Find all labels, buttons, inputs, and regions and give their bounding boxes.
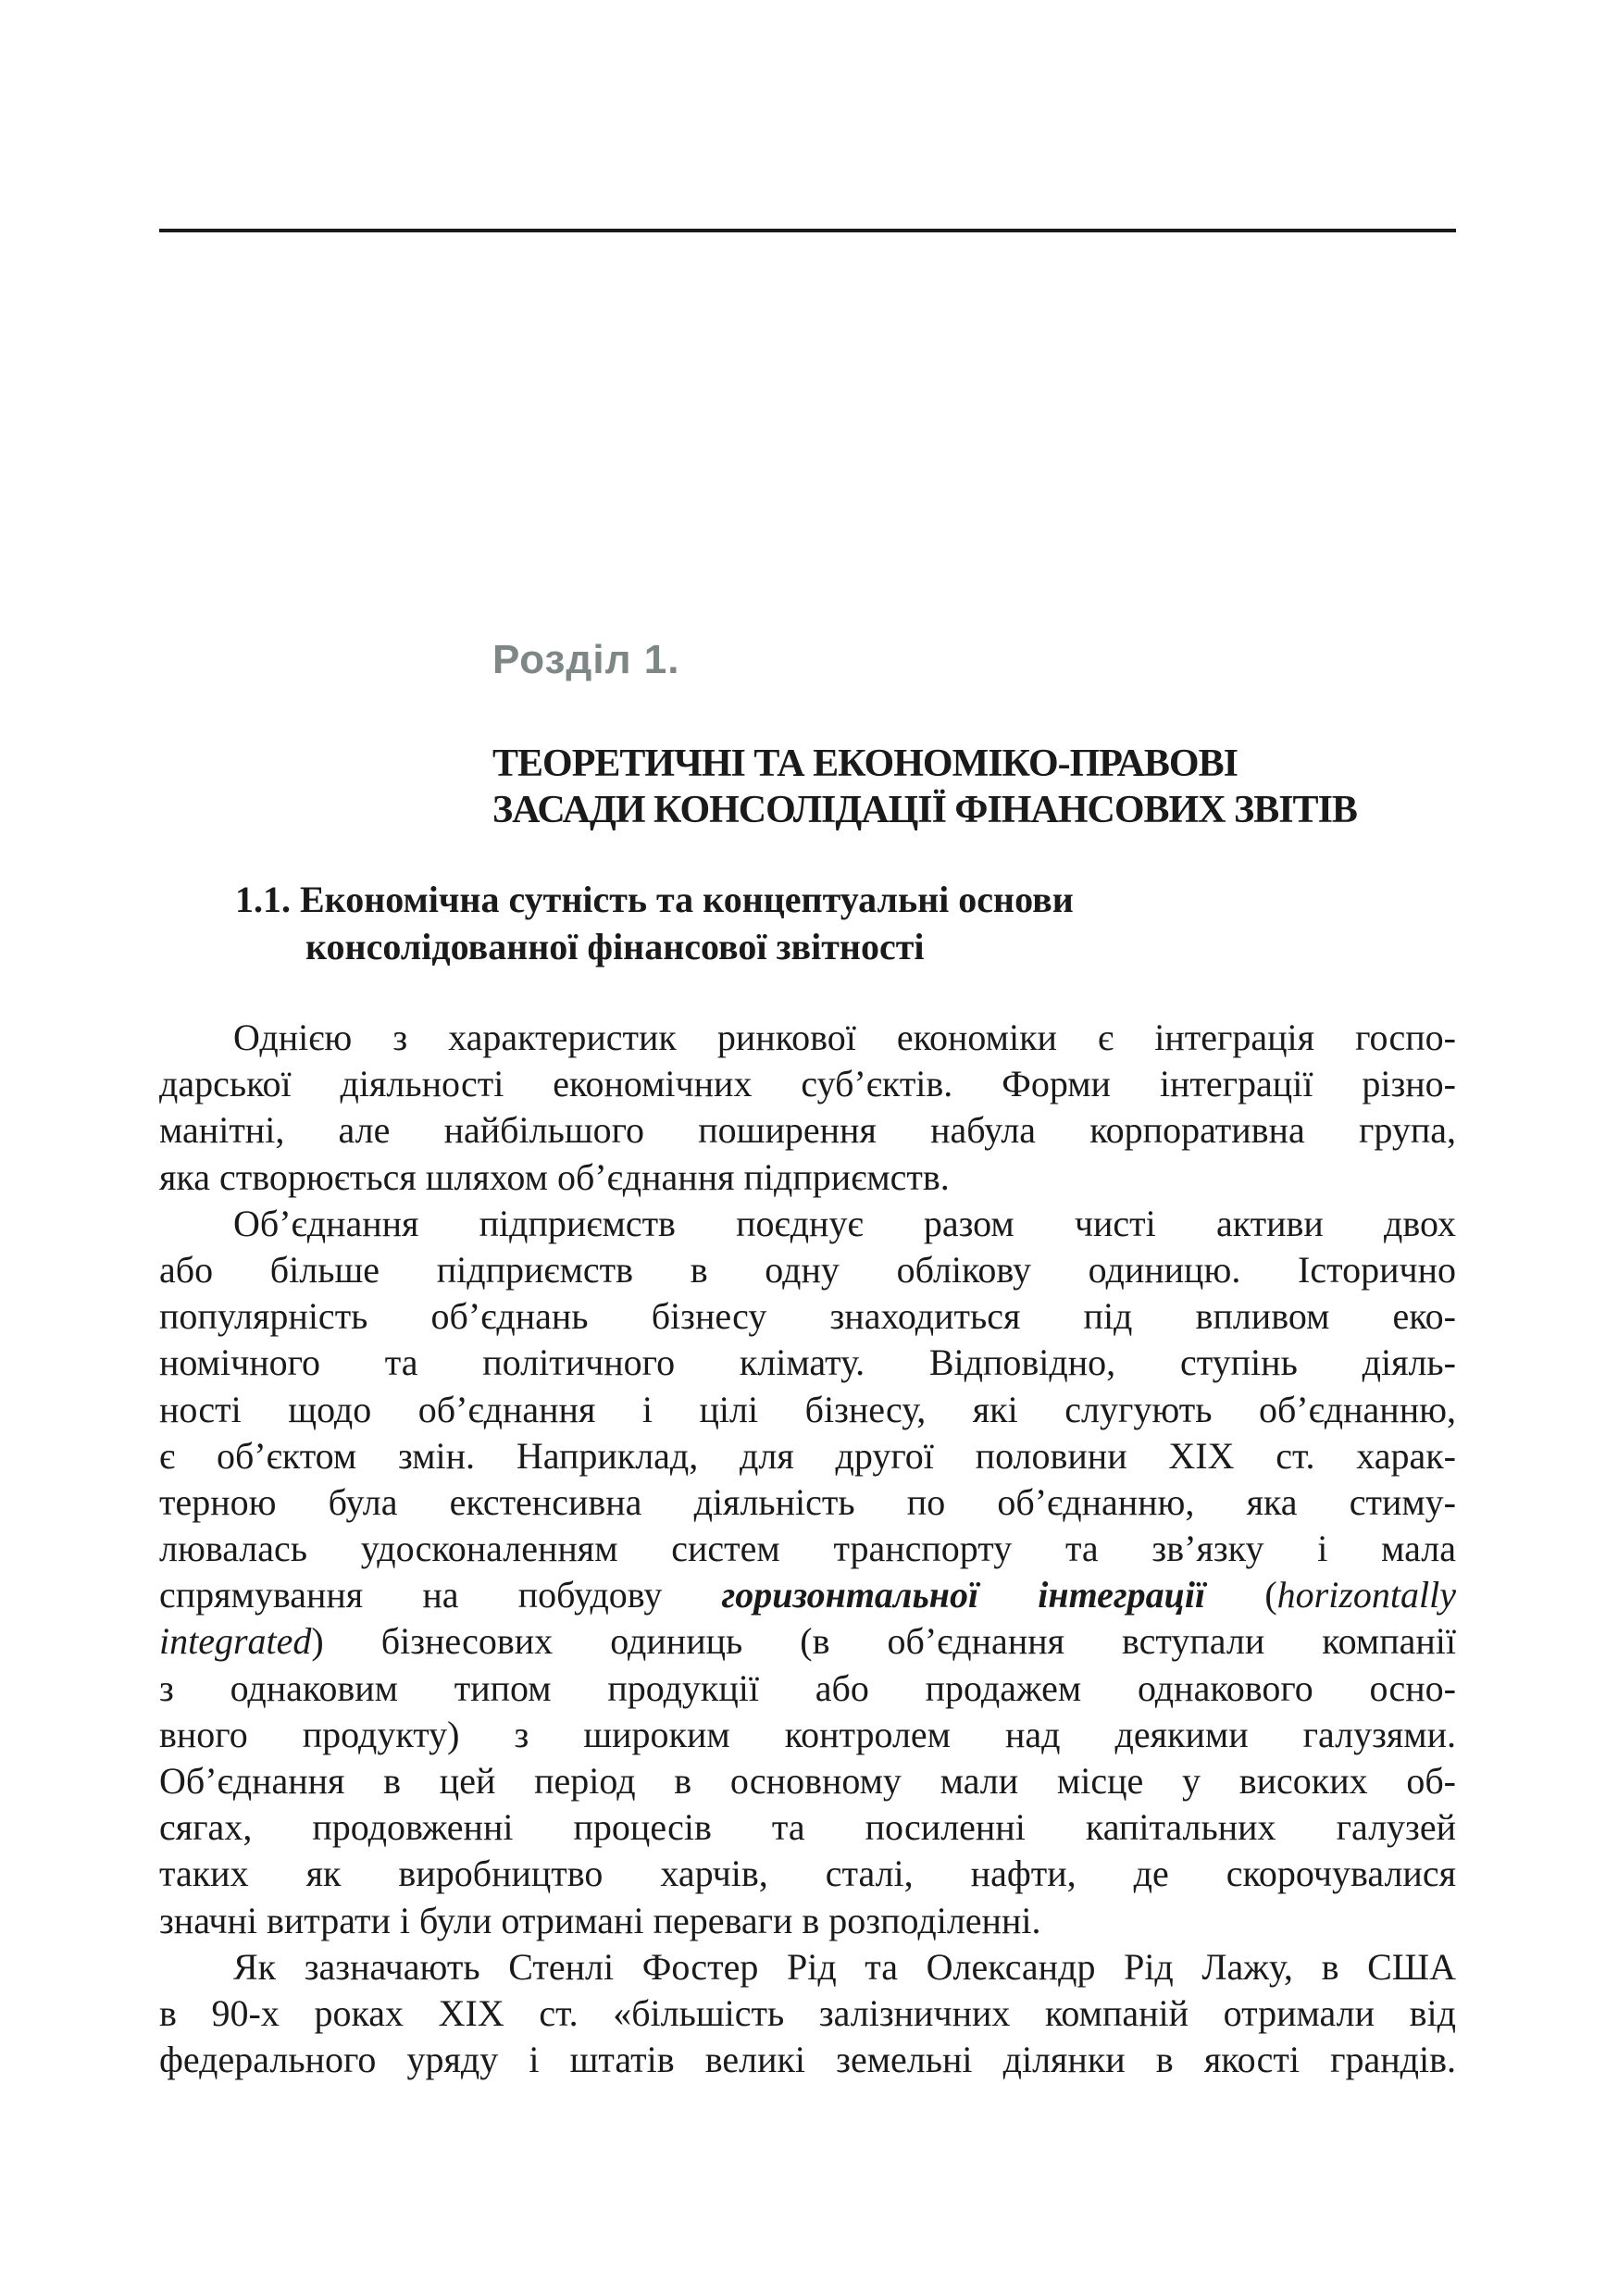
text-line xyxy=(159,1572,1456,1618)
text-line: або більше підприємств в одну облікову одиницю. Історично xyxy=(159,1248,1456,1291)
paragraph xyxy=(159,1944,1456,2084)
text-line: вного продукту) з широким контролем над деякими галузями. xyxy=(159,1713,1456,1755)
text-line: таких як виробництво харчів, сталі, нафти, де скорочувалися xyxy=(159,1853,1456,1895)
text-run: спрямування на побудову xyxy=(159,1574,722,1616)
english-term: horizontally xyxy=(1276,1574,1456,1616)
text-line: лювалась удосконаленням систем транспорту та зв’язку і мала xyxy=(159,1528,1456,1570)
text-line: терною була екстенсивна діяльність по об’єднанню, яка стиму- xyxy=(159,1480,1456,1523)
paragraph xyxy=(159,1015,1456,1201)
text-line: є об’єктом змін. Наприклад, для другої половини ХІХ ст. харак- xyxy=(159,1434,1456,1477)
text-run: ( xyxy=(1205,1574,1277,1616)
text-line: Об’єднання в цей період в основному мали місце у високих об- xyxy=(159,1760,1456,1802)
text-run: ) бізнесових одиниць (в об’єднання вступали компанії xyxy=(311,1620,1456,1663)
text-line: в 90-х роках ХІХ ст. «більшість залізничних компаній отримали від xyxy=(159,1991,1456,2034)
chapter-title-line: ЗАСАДИ КОНСОЛІДАЦІЇ ФІНАНСОВИХ ЗВІТІВ xyxy=(492,789,1357,831)
text-line: Однією з характеристик ринкової економіки є інтеграція госпо- xyxy=(233,1017,1456,1058)
text-line: федерального уряду і штатів великі земельні ділянки в якості грандів. xyxy=(159,2039,1456,2081)
section-heading-line: 1.1. Економічна сутність та концептуальні основи xyxy=(235,879,1074,920)
text-line: Як зазначають Стенлі Фостер Рід та Олександр Рід Лажу, в США xyxy=(233,1945,1456,1988)
text-line: ності щодо об’єднання і цілі бізнесу, які слугують об’єднанню, xyxy=(159,1388,1456,1430)
text-line: дарської діяльності економічних суб’єктів. Форми інтеграції різно- xyxy=(159,1063,1456,1105)
section-heading xyxy=(235,876,1392,970)
chapter-title xyxy=(492,741,1464,833)
chapter-label: Розділ 1. xyxy=(492,637,680,682)
body-text xyxy=(159,1015,1456,2083)
text-line xyxy=(159,1618,1456,1665)
text-line: з однаковим типом продукції або продажем однакового осно- xyxy=(159,1666,1456,1709)
text-line: яка створюється шляхом об’єднання підприємств. xyxy=(159,1155,950,1198)
text-line: значні витрати і були отримані переваги в розподіленні. xyxy=(159,1899,1041,1941)
text-line: сягах, продовженні процесів та посиленні капітальних галузей xyxy=(159,1806,1456,1849)
text-line: Об’єднання підприємств поєднує разом чисті активи двох xyxy=(233,1202,1456,1244)
text-line: популярність об’єднань бізнесу знаходиться під впливом еко- xyxy=(159,1295,1456,1338)
text-line: манітні, але найбільшого поширення набула корпоративна група, xyxy=(159,1109,1456,1152)
header-rule xyxy=(159,229,1456,232)
chapter-title-line: ТЕОРЕТИЧНІ ТА ЕКОНОМІКО-ПРАВОВІ xyxy=(492,742,1238,785)
text-line: номічного та політичного клімату. Відповідно, ступінь діяль- xyxy=(159,1341,1456,1384)
paragraph xyxy=(159,1201,1456,1944)
section-heading-line: консолідованної фінансової звітності xyxy=(305,926,925,967)
english-term: integrated xyxy=(159,1620,312,1663)
emphasized-term: горизонтальної інтеграції xyxy=(721,1574,1206,1616)
